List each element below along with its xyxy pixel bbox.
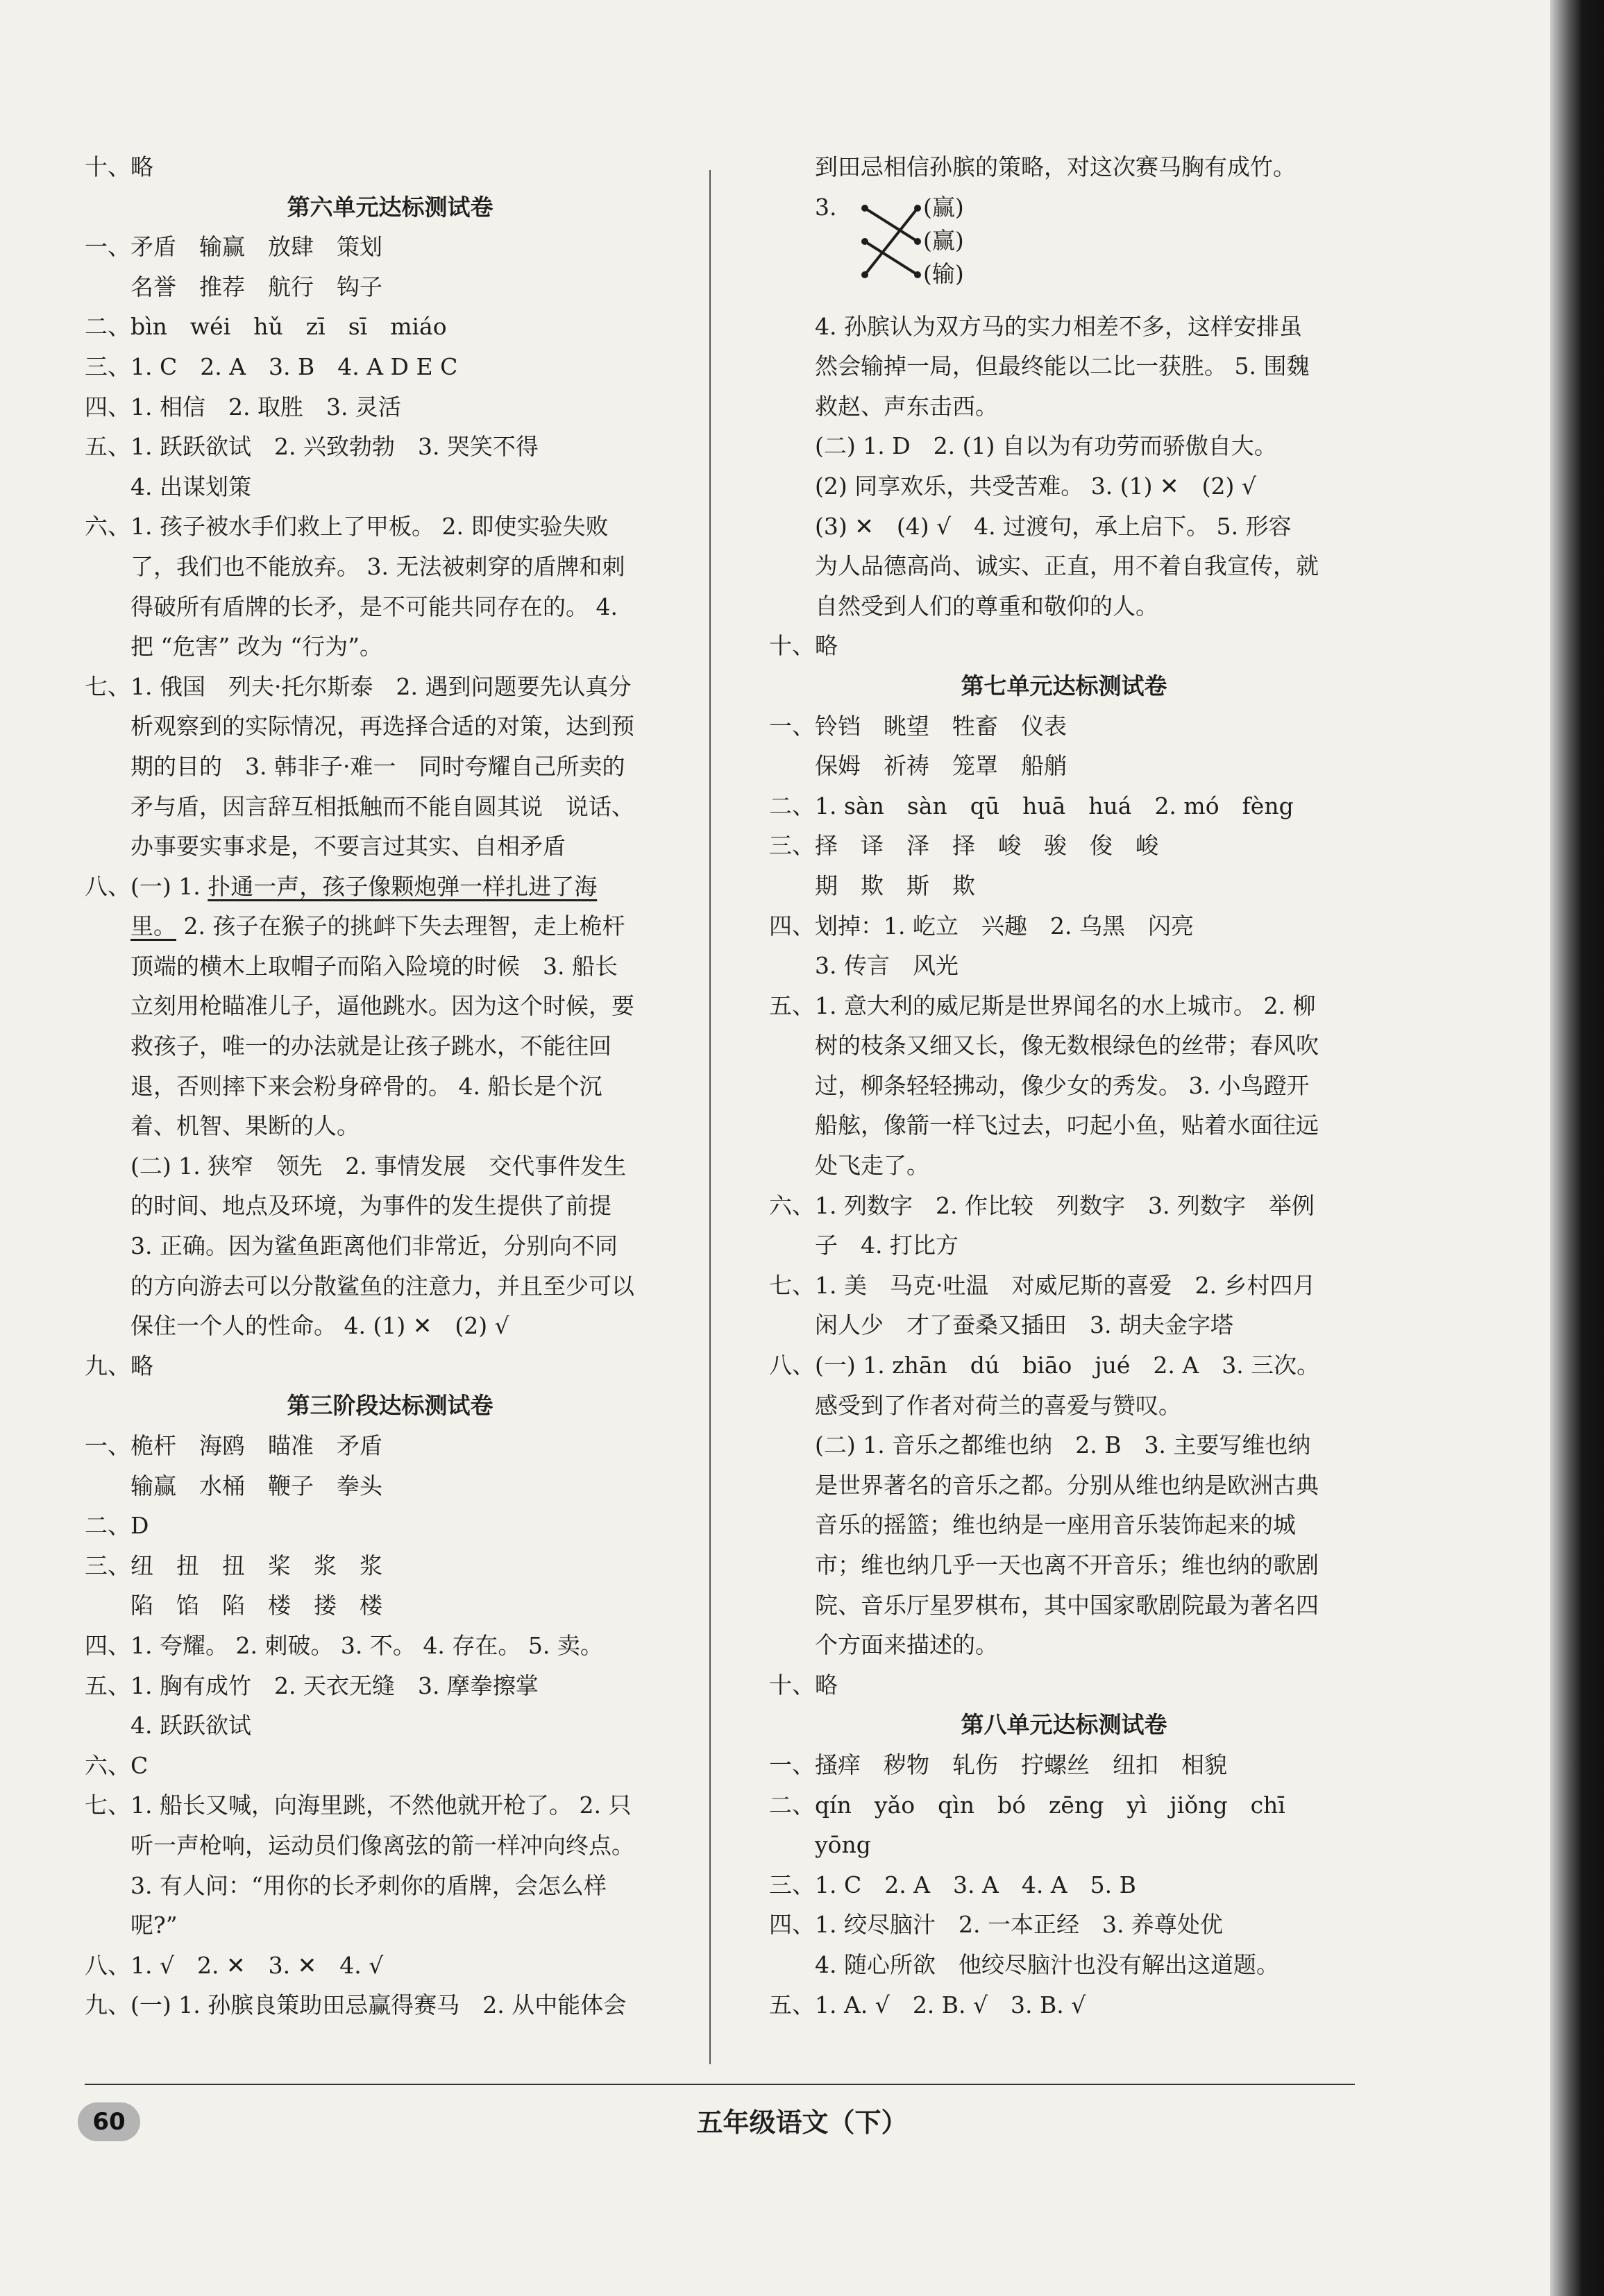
answer-line: 树的枝条又细又长，像无数根绿色的丝带；春风吹 [815, 1032, 1319, 1060]
footer-title: 五年级语文（下） [696, 2107, 908, 2138]
answer-line: 4. 随心所欲 他绞尽脑汁也没有解出这道题。 [815, 1950, 1279, 1978]
column-divider [709, 170, 711, 2064]
section-heading: 第三阶段达标测试卷 [287, 1392, 493, 1420]
answer-line: 六、1. 孩子被水手们救上了甲板。 2. 即使实验失败 [85, 513, 609, 541]
answer-line: 是世界著名的音乐之都。分别从维也纳是欧洲古典 [815, 1471, 1319, 1499]
answer-line: 一、铃铛 眺望 牲畜 仪表 [769, 712, 1067, 740]
section-heading: 第六单元达标测试卷 [287, 193, 493, 221]
answer-line: 为人品德高尚、诚实、正直，用不着自我宣传，就 [815, 552, 1319, 580]
answer-line: 名誉 推荐 航行 钩子 [130, 273, 382, 300]
answer-text: 2. 孩子在猴子的挑衅下失去理智，走上桅杆 [176, 912, 625, 940]
answer-line: 救孩子，唯一的办法就是让孩子跳水，不能往回 [130, 1032, 611, 1060]
answer-line: 呢?” [130, 1912, 178, 1939]
answer-line: 船舷，像箭一样飞过去，叼起小鱼，贴着水面往远 [815, 1112, 1319, 1139]
answer-line: 院、音乐厅星罗棋布，其中国家歌剧院最为著名四 [815, 1591, 1319, 1619]
answer-line: (二) 1. 狭窄 领先 2. 事情发展 交代事件发生 [130, 1152, 627, 1180]
answer-line: 了，我们也不能放弃。 3. 无法被刺穿的盾牌和刺 [130, 552, 625, 580]
answer-line: 市；维也纳几乎一天也离不开音乐；维也纳的歌剧 [815, 1551, 1319, 1579]
answer-line: 的方向游去可以分散鲨鱼的注意力，并且至少可以 [130, 1272, 634, 1300]
answer-line: 三、1. C 2. A 3. A 4. A 5. B [769, 1871, 1136, 1898]
answer-line: 陷 馅 陷 楼 搂 楼 [130, 1592, 382, 1619]
answer-line: 输赢 水桶 鞭子 拳头 [130, 1472, 382, 1499]
answer-line: (二) 1. D 2. (1) 自以为有功劳而骄傲自大。 [815, 432, 1277, 460]
answer-line: 的时间、地点及环境，为事件的发生提供了前提 [130, 1192, 611, 1220]
answer-line: 十、略 [769, 1671, 838, 1699]
answer-line: 四、1. 相信 2. 取胜 3. 灵活 [85, 393, 401, 420]
answer-line: 二、qín yǎo qìn bó zēng yì jiǒng chī [769, 1791, 1285, 1819]
section-heading: 第七单元达标测试卷 [961, 672, 1167, 699]
answer-line: 七、1. 船长又喊，向海里跳，不然他就开枪了。 2. 只 [85, 1792, 632, 1819]
answer-line: 三、1. C 2. A 3. B 4. A D E C [85, 352, 458, 380]
answer-column-right [769, 147, 1359, 2025]
answer-line: 保姆 祈祷 笼罩 船艄 [815, 752, 1067, 780]
answer-line: 个方面来描述的。 [815, 1631, 998, 1659]
answer-line: 音乐的摇篮；维也纳是一座用音乐装饰起来的城 [815, 1511, 1296, 1539]
answer-line: 保住一个人的性命。 4. (1) ✕ (2) √ [130, 1312, 509, 1340]
answer-line: 把 “危害” 改为 “行为”。 [130, 633, 382, 661]
answer-line: 六、1. 列数字 2. 作比较 列数字 3. 列数字 举例 [769, 1191, 1315, 1219]
answer-line: 闲人少 才了蚕桑又插田 3. 胡夫金字塔 [815, 1311, 1233, 1339]
answer-line: 一、搔痒 秽物 轧伤 拧螺丝 纽扣 相貌 [769, 1751, 1227, 1778]
answer-line: 一、桅杆 海鸥 瞄准 矛盾 [85, 1432, 382, 1459]
answer-line: 得破所有盾牌的长矛，是不可能共同存在的。 4. [130, 593, 618, 620]
answer-line: 过，柳条轻轻拂动，像少女的秀发。 3. 小鸟蹬开 [815, 1071, 1310, 1099]
answer-line: 4. 孙膑认为双方马的实力相差不多，这样安排虽 [815, 312, 1302, 340]
answer-line: 三、纽 扭 扭 桨 浆 浆 [85, 1551, 382, 1579]
answer-line: 子 4. 打比方 [815, 1232, 959, 1259]
matching-option: (赢) [923, 226, 964, 254]
matching-option: (赢) [923, 193, 964, 221]
answer-line: 期的目的 3. 韩非子·难一 同时夸耀自己所卖的 [130, 752, 625, 780]
answer-line [85, 867, 695, 907]
answer-line: 二、D [85, 1512, 149, 1540]
underlined-answer: 扑通一声，孩子像颗炮弹一样扎进了海 [208, 872, 598, 900]
answer-line: 六、C [85, 1751, 149, 1779]
matching-diagram [769, 187, 1359, 307]
answer-line: 办事要实事求是，不要言过其实、自相矛盾 [130, 833, 566, 860]
answer-line: 四、1. 绞尽脑汁 2. 一本正经 3. 养尊处优 [769, 1911, 1223, 1939]
answer-line: 三、择 译 泽 择 峻 骏 俊 峻 [769, 832, 1158, 860]
underlined-answer: 里。 [130, 912, 176, 940]
scan-dark-edge [1550, 0, 1604, 2296]
answer-line: (二) 1. 音乐之都维也纳 2. B 3. 主要写维也纳 [815, 1431, 1311, 1459]
answer-line: 二、1. sàn sàn qū huā huá 2. mó fèng [769, 792, 1294, 819]
answer-line: 顶端的横木上取帽子而陷入险境的时候 3. 船长 [130, 952, 618, 980]
answer-line: 十、略 [769, 632, 838, 660]
matching-lines [829, 187, 926, 307]
answer-line: 七、1. 俄国 列夫·托尔斯泰 2. 遇到问题要先认真分 [85, 672, 632, 700]
answer-line: 四、1. 夸耀。 2. 刺破。 3. 不。 4. 存在。 5. 卖。 [85, 1631, 603, 1659]
answer-line: (2) 同享欢乐，共受苦难。 3. (1) ✕ (2) √ [815, 472, 1256, 500]
section-heading: 第八单元达标测试卷 [961, 1711, 1167, 1739]
answer-line: 九、略 [85, 1352, 153, 1379]
answer-line: 九、(一) 1. 孙膑良策助田忌赢得赛马 2. 从中能体会 [85, 1991, 627, 2019]
answer-line: 八、1. √ 2. ✕ 3. ✕ 4. √ [85, 1951, 384, 1979]
answer-line: 二、bìn wéi hǔ zī sī miáo [85, 313, 447, 341]
answer-line: 立刻用枪瞄准儿子，逼他跳水。因为这个时候，要 [130, 992, 634, 1020]
answer-line: 着、机智、果断的人。 [130, 1112, 360, 1140]
answer-line: 八、(一) 1. zhān dú biāo jué 2. A 3. 三次。 [769, 1352, 1320, 1379]
answer-line: 3. 传言 风光 [815, 952, 959, 980]
answer-line: 五、1. 意大利的威尼斯是世界闻名的水上城市。 2. 柳 [769, 992, 1316, 1019]
answer-line: 期 欺 斯 欺 [815, 871, 975, 899]
answer-line: 析观察到的实际情况，再选择合适的对策，达到预 [130, 713, 634, 740]
answer-line: yōng [815, 1831, 871, 1859]
answer-text: 八、(一) 1. [85, 872, 208, 900]
answer-line: 退，否则摔下来会粉身碎骨的。 4. 船长是个沉 [130, 1072, 602, 1100]
footer-rule [85, 2084, 1355, 2085]
answer-column-left [85, 147, 695, 2025]
answer-line: 五、1. 跃跃欲试 2. 兴致勃勃 3. 哭笑不得 [85, 433, 539, 461]
answer-line: 一、矛盾 输赢 放肆 策划 [85, 233, 382, 261]
matching-number: 3. [815, 193, 837, 221]
answer-line: 五、1. A. √ 2. B. √ 3. B. √ [769, 1991, 1086, 2018]
answer-line [85, 906, 695, 946]
answer-line: 到田忌相信孙膑的策略，对这次赛马胸有成竹。 [815, 153, 1296, 180]
answer-line: 四、划掉：1. 屹立 兴趣 2. 乌黑 闪亮 [769, 912, 1194, 939]
answer-line: 4. 跃跃欲试 [130, 1712, 251, 1740]
answer-line: 3. 正确。因为鲨鱼距离他们非常近，分别向不同 [130, 1232, 618, 1260]
answer-line: 七、1. 美 马克·吐温 对威尼斯的喜爱 2. 乡村四月 [769, 1271, 1316, 1299]
answer-line: 听一声枪响，运动员们像离弦的箭一样冲向终点。 [130, 1831, 634, 1859]
answer-line: 3. 有人问：“用你的长矛刺你的盾牌，会怎么样 [130, 1871, 607, 1899]
answer-line: 自然受到人们的尊重和敬仰的人。 [815, 592, 1158, 620]
answer-line: 4. 出谋划策 [130, 473, 251, 500]
answer-line: 感受到了作者对荷兰的喜爱与赞叹。 [815, 1391, 1181, 1419]
matching-option: (输) [923, 260, 964, 287]
page-number: 60 [78, 2102, 140, 2141]
answer-line: 救赵、声东击西。 [815, 392, 998, 420]
answer-line: 十、略 [85, 153, 153, 180]
answer-line: 矛与盾，因言辞互相抵触而不能自圆其说 说话、 [130, 792, 634, 820]
answer-line: 处飞走了。 [815, 1152, 929, 1180]
answer-line: 然会输掉一局，但最终能以二比一获胜。 5. 围魏 [815, 352, 1310, 380]
answer-line: 五、1. 胸有成竹 2. 天衣无缝 3. 摩拳擦掌 [85, 1672, 539, 1699]
answer-line: (3) ✕ (4) √ 4. 过渡句，承上启下。 5. 形容 [815, 512, 1292, 540]
